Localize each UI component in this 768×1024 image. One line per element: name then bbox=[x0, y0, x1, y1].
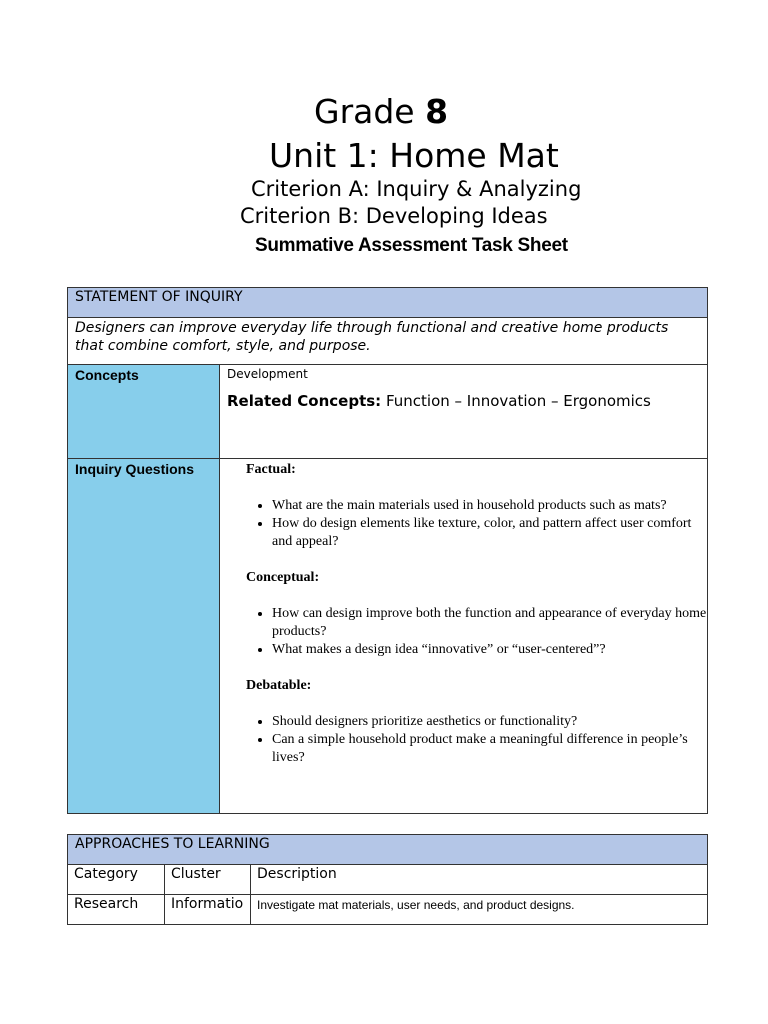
related-concepts-label: Related Concepts: bbox=[227, 392, 382, 410]
statement-of-inquiry: Designers can improve everyday life through functional and creative home products that combine comfort, style, and purpose. bbox=[68, 318, 708, 365]
related-concepts bbox=[220, 381, 707, 410]
cell-cluster: Informatio bbox=[165, 895, 251, 925]
column-header-cluster: Cluster bbox=[165, 865, 251, 895]
grade-number: 8 bbox=[425, 92, 449, 131]
table-row bbox=[68, 895, 708, 925]
list-item: • What makes a design idea “innovative” or “user-centered”? bbox=[272, 641, 707, 659]
atl-table bbox=[67, 834, 708, 925]
unit-title: Unit 1: Home Mat bbox=[269, 136, 559, 175]
factual-heading: Factual: bbox=[246, 462, 296, 477]
key-concept: Development bbox=[227, 367, 308, 381]
conceptual-list bbox=[220, 605, 707, 659]
cell-description: Investigate mat materials, user needs, and product designs. bbox=[251, 895, 708, 925]
debatable-list bbox=[220, 713, 707, 767]
criterion-a: Criterion A: Inquiry & Analyzing bbox=[251, 177, 582, 201]
conceptual-heading: Conceptual: bbox=[246, 570, 320, 585]
list-item: • Can a simple household product make a meaningful difference in people’s lives? bbox=[272, 731, 707, 767]
grade-label: Grade bbox=[314, 92, 415, 131]
debatable-heading: Debatable: bbox=[246, 678, 312, 693]
list-item: • What are the main materials used in household products such as mats? bbox=[272, 497, 707, 515]
related-concepts-values: Function – Innovation – Ergonomics bbox=[381, 392, 651, 410]
sheet-title: Summative Assessment Task Sheet bbox=[255, 235, 568, 256]
inquiry-questions-cell bbox=[220, 459, 708, 814]
column-header-description: Description bbox=[251, 865, 708, 895]
column-header-category: Category bbox=[68, 865, 165, 895]
inquiry-table-title: STATEMENT OF INQUIRY bbox=[68, 288, 708, 318]
list-item: • How can design improve both the function and appearance of everyday home products? bbox=[272, 605, 707, 641]
atl-table-title: APPROACHES TO LEARNING bbox=[68, 835, 708, 865]
inquiry-table bbox=[67, 287, 708, 814]
concepts-cell bbox=[220, 365, 708, 459]
concepts-label: Concepts bbox=[68, 365, 220, 459]
factual-list bbox=[220, 497, 707, 551]
grade-heading bbox=[314, 92, 448, 131]
cell-category: Research bbox=[68, 895, 165, 925]
list-item: • How do design elements like texture, color, and pattern affect user comfort and appeal? bbox=[272, 515, 707, 551]
inquiry-questions-label: Inquiry Questions bbox=[68, 459, 220, 814]
criterion-b: Criterion B: Developing Ideas bbox=[240, 204, 548, 228]
list-item: • Should designers prioritize aesthetics or functionality? bbox=[272, 713, 707, 731]
